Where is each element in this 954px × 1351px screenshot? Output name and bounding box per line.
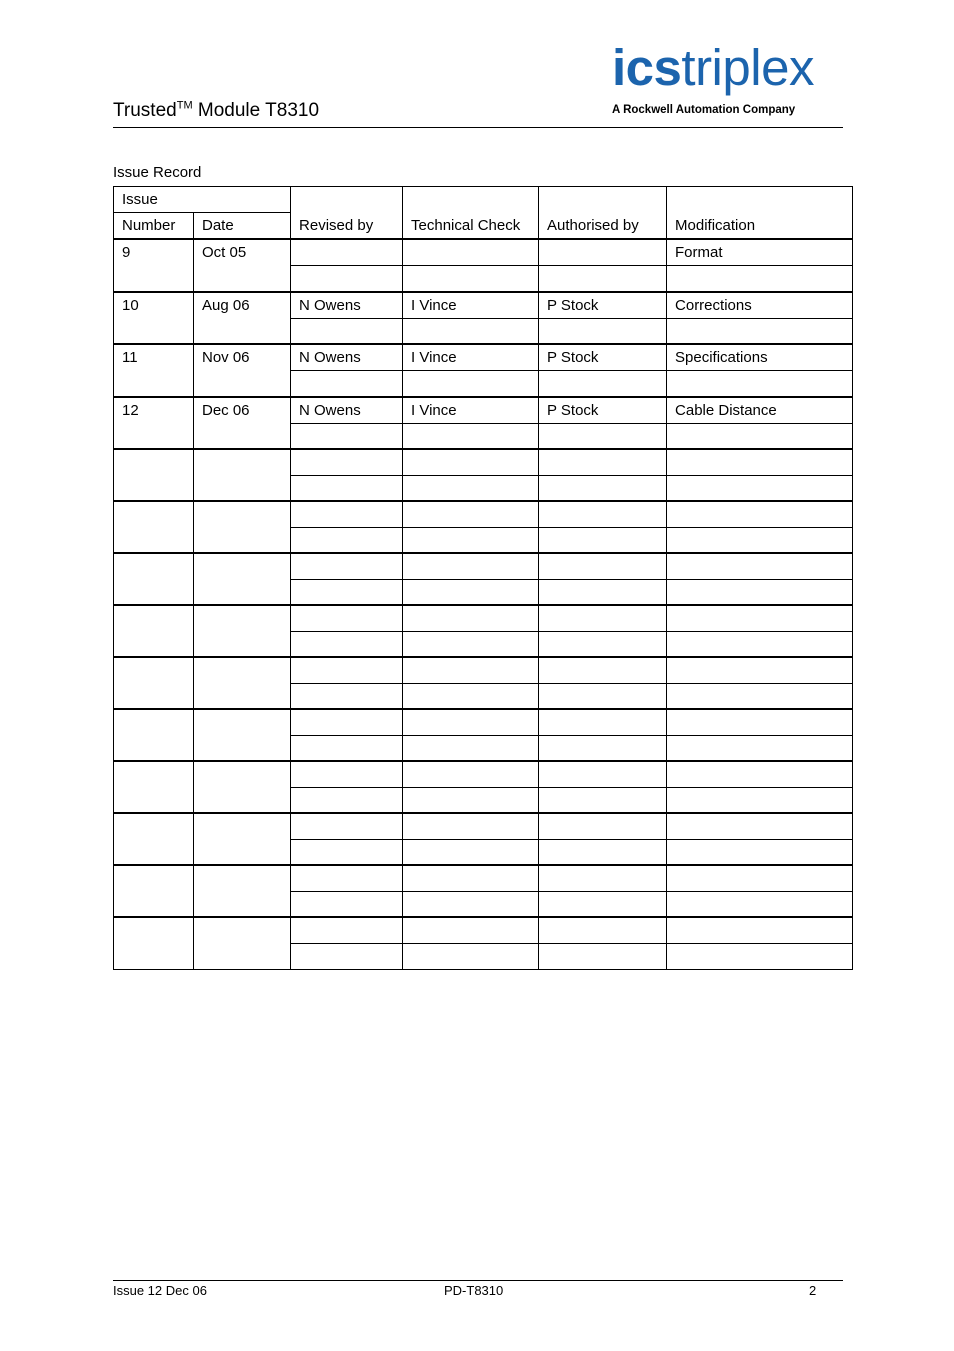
cell-technical-check-blank [403, 371, 539, 397]
cell-date [194, 865, 291, 917]
cell-date [194, 709, 291, 761]
cell-technical-check: I Vince [403, 397, 539, 424]
cell-date [194, 813, 291, 865]
cell-revised-by [291, 761, 403, 787]
column-header-number: Number [114, 213, 194, 240]
cell-technical-check-blank [403, 266, 539, 292]
cell-modification [667, 553, 853, 579]
cell-modification-blank [667, 475, 853, 501]
cell-technical-check [403, 553, 539, 579]
cell-technical-check-blank [403, 891, 539, 917]
footer-document-code: PD-T8310 [444, 1283, 504, 1298]
cell-technical-check [403, 449, 539, 475]
cell-revised-by-blank [291, 683, 403, 709]
cell-revised-by-blank [291, 423, 403, 449]
logo-tag-rockwell: Rockwell Automation [623, 104, 740, 116]
cell-technical-check-blank [403, 735, 539, 761]
title-suffix: Module T8310 [192, 100, 320, 121]
cell-number [114, 501, 194, 553]
cell-authorised-by-blank [539, 527, 667, 553]
cell-revised-by [291, 553, 403, 579]
cell-revised-by: N Owens [291, 397, 403, 424]
cell-technical-check-blank [403, 579, 539, 605]
cell-technical-check [403, 865, 539, 891]
cell-number [114, 761, 194, 813]
cell-number [114, 553, 194, 605]
cell-date [194, 605, 291, 657]
cell-authorised-by-blank [539, 891, 667, 917]
cell-authorised-by-blank [539, 943, 667, 969]
cell-authorised-by: P Stock [539, 292, 667, 319]
cell-technical-check-blank [403, 475, 539, 501]
cell-modification-blank [667, 631, 853, 657]
cell-technical-check-blank [403, 631, 539, 657]
column-header-authorised-by: Authorised by [539, 187, 667, 240]
cell-revised-by-blank [291, 579, 403, 605]
cell-revised-by [291, 501, 403, 527]
cell-modification: Corrections [667, 292, 853, 319]
table-row [114, 553, 853, 579]
cell-number [114, 865, 194, 917]
cell-number [114, 657, 194, 709]
cell-date [194, 761, 291, 813]
cell-revised-by [291, 449, 403, 475]
cell-number: 12 [114, 397, 194, 450]
cell-technical-check [403, 605, 539, 631]
cell-modification-blank [667, 579, 853, 605]
cell-revised-by-blank [291, 371, 403, 397]
table-row [114, 917, 853, 943]
cell-authorised-by [539, 501, 667, 527]
cell-date [194, 449, 291, 501]
cell-revised-by-blank [291, 839, 403, 865]
table-row [114, 605, 853, 631]
cell-authorised-by-blank [539, 318, 667, 344]
cell-authorised-by-blank [539, 683, 667, 709]
header-divider [113, 127, 843, 128]
cell-technical-check: I Vince [403, 344, 539, 371]
cell-authorised-by-blank [539, 839, 667, 865]
cell-date: Aug 06 [194, 292, 291, 345]
logo-tag-company: Company [739, 104, 796, 116]
cell-authorised-by [539, 449, 667, 475]
cell-number: 11 [114, 344, 194, 397]
cell-authorised-by-blank [539, 631, 667, 657]
cell-modification-blank [667, 683, 853, 709]
cell-modification-blank [667, 839, 853, 865]
cell-modification [667, 917, 853, 943]
cell-modification-blank [667, 527, 853, 553]
column-header-revised-by: Revised by [291, 187, 403, 240]
column-header-date: Date [194, 213, 291, 240]
cell-technical-check-blank [403, 787, 539, 813]
cell-date: Nov 06 [194, 344, 291, 397]
cell-revised-by [291, 917, 403, 943]
cell-modification [667, 709, 853, 735]
cell-technical-check [403, 917, 539, 943]
table-row [114, 709, 853, 735]
cell-revised-by: N Owens [291, 292, 403, 319]
logo-tag-a: A [612, 104, 624, 116]
cell-technical-check [403, 709, 539, 735]
cell-authorised-by [539, 553, 667, 579]
cell-authorised-by-blank [539, 423, 667, 449]
cell-technical-check [403, 501, 539, 527]
cell-revised-by-blank [291, 735, 403, 761]
table-row [114, 397, 853, 424]
cell-authorised-by [539, 761, 667, 787]
cell-technical-check [403, 813, 539, 839]
cell-revised-by-blank [291, 475, 403, 501]
cell-authorised-by: P Stock [539, 344, 667, 371]
cell-number [114, 605, 194, 657]
trademark-mark: TM [176, 99, 193, 112]
cell-modification-blank [667, 891, 853, 917]
cell-technical-check [403, 657, 539, 683]
column-header-modification: Modification [667, 187, 853, 240]
cell-revised-by [291, 605, 403, 631]
cell-modification: Specifications [667, 344, 853, 371]
cell-authorised-by [539, 709, 667, 735]
table-row [114, 449, 853, 475]
logo-wordmark [612, 40, 814, 96]
cell-revised-by-blank [291, 266, 403, 292]
cell-authorised-by-blank [539, 787, 667, 813]
cell-authorised-by [539, 605, 667, 631]
cell-modification-blank [667, 371, 853, 397]
cell-revised-by-blank [291, 787, 403, 813]
logo-triplex: triplex [681, 39, 814, 96]
group-header-issue: Issue [114, 187, 291, 213]
cell-technical-check-blank [403, 839, 539, 865]
cell-date: Dec 06 [194, 397, 291, 450]
column-header-technical-check: Technical Check [403, 187, 539, 240]
cell-number: 10 [114, 292, 194, 345]
cell-technical-check [403, 761, 539, 787]
cell-technical-check [403, 239, 539, 266]
cell-authorised-by-blank [539, 579, 667, 605]
cell-revised-by-blank [291, 631, 403, 657]
cell-revised-by [291, 865, 403, 891]
cell-modification-blank [667, 423, 853, 449]
cell-authorised-by-blank [539, 266, 667, 292]
table-row [114, 865, 853, 891]
cell-technical-check: I Vince [403, 292, 539, 319]
title-prefix: Trusted [113, 100, 177, 121]
cell-authorised-by-blank [539, 735, 667, 761]
cell-modification [667, 657, 853, 683]
cell-modification-blank [667, 943, 853, 969]
cell-number: 9 [114, 239, 194, 292]
cell-date [194, 553, 291, 605]
cell-date [194, 501, 291, 553]
table-row [114, 501, 853, 527]
cell-revised-by-blank [291, 891, 403, 917]
cell-authorised-by-blank [539, 475, 667, 501]
cell-revised-by-blank [291, 943, 403, 969]
logo-tagline [612, 104, 795, 116]
table-group-header-row [114, 187, 853, 213]
footer-issue: Issue 12 Dec 06 [113, 1283, 207, 1298]
company-logo [612, 39, 844, 120]
cell-revised-by-blank [291, 527, 403, 553]
cell-modification [667, 813, 853, 839]
table-row [114, 344, 853, 371]
cell-modification: Cable Distance [667, 397, 853, 424]
cell-authorised-by [539, 239, 667, 266]
cell-technical-check-blank [403, 943, 539, 969]
cell-modification [667, 761, 853, 787]
cell-date [194, 917, 291, 969]
cell-revised-by [291, 657, 403, 683]
cell-revised-by [291, 239, 403, 266]
cell-authorised-by [539, 917, 667, 943]
cell-revised-by-blank [291, 318, 403, 344]
footer-page-number: 2 [809, 1283, 817, 1298]
table-row [114, 292, 853, 319]
cell-technical-check-blank [403, 683, 539, 709]
cell-modification-blank [667, 787, 853, 813]
issue-record-body [114, 187, 853, 970]
cell-modification [667, 501, 853, 527]
cell-authorised-by [539, 813, 667, 839]
cell-modification [667, 605, 853, 631]
cell-modification-blank [667, 318, 853, 344]
cell-authorised-by: P Stock [539, 397, 667, 424]
cell-number [114, 917, 194, 969]
footer-divider [113, 1280, 843, 1281]
cell-number [114, 813, 194, 865]
cell-modification: Format [667, 239, 853, 266]
cell-modification-blank [667, 735, 853, 761]
cell-number [114, 449, 194, 501]
cell-date: Oct 05 [194, 239, 291, 292]
cell-modification [667, 449, 853, 475]
cell-authorised-by [539, 865, 667, 891]
page-header-title [113, 100, 319, 122]
cell-revised-by: N Owens [291, 344, 403, 371]
table-row [114, 761, 853, 787]
cell-date [194, 657, 291, 709]
cell-technical-check-blank [403, 527, 539, 553]
cell-authorised-by [539, 657, 667, 683]
cell-number [114, 709, 194, 761]
table-row [114, 657, 853, 683]
cell-revised-by [291, 709, 403, 735]
table-row [114, 813, 853, 839]
issue-record-table [113, 186, 853, 970]
logo-ics: ics [612, 39, 682, 96]
cell-modification [667, 865, 853, 891]
cell-revised-by [291, 813, 403, 839]
cell-authorised-by-blank [539, 371, 667, 397]
cell-technical-check-blank [403, 423, 539, 449]
cell-technical-check-blank [403, 318, 539, 344]
section-label: Issue Record [113, 164, 202, 181]
table-row [114, 239, 853, 266]
cell-modification-blank [667, 266, 853, 292]
